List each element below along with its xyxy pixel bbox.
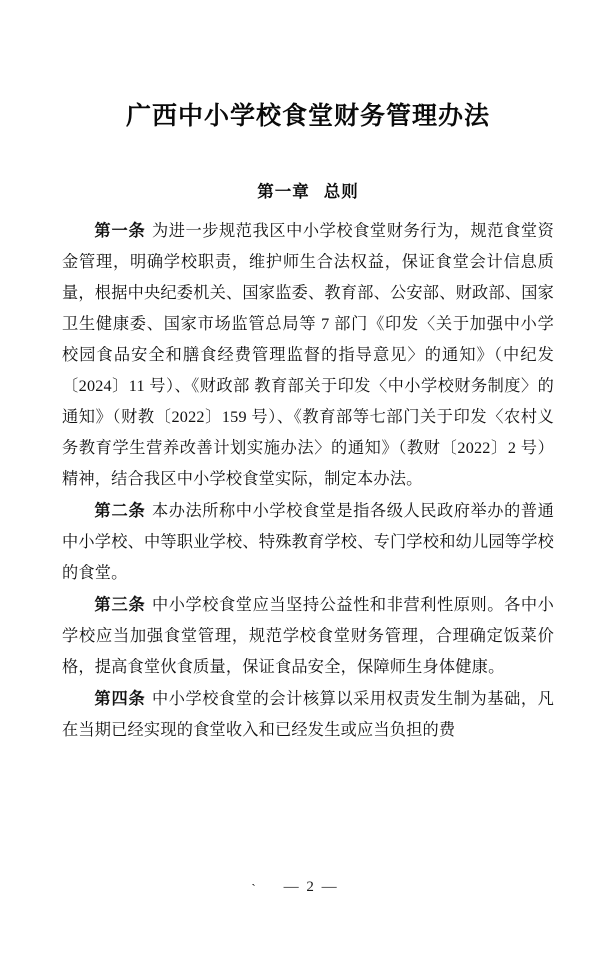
article-paragraph <box>62 590 554 683</box>
article-text: 中小学校食堂应当坚持公益性和非营利性原则。各中小学校应当加强食堂管理，规范学校食堂财务管理，合理确定饭菜价格，提高食堂伙食质量，保证食品安全，保障师生身体健康。 <box>62 596 554 676</box>
article-text: 中小学校食堂的会计核算以采用权责发生制为基础，凡在当期已经实现的食堂收入和已经发生或应当负担的费 <box>62 690 554 739</box>
page-mark: ` <box>251 881 258 896</box>
page-title: 广西中小学校食堂财务管理办法 <box>125 103 490 130</box>
article-lead: 第三条 <box>94 596 146 614</box>
document-page <box>0 96 616 962</box>
article-lead: 第二条 <box>94 502 146 520</box>
article-paragraph <box>62 496 554 589</box>
article-paragraph <box>62 216 554 495</box>
page-number-text: — 2 — <box>283 879 339 895</box>
article-lead: 第四条 <box>94 690 146 708</box>
chapter-heading <box>62 178 554 202</box>
chapter-label: 第一章 <box>257 182 310 201</box>
page-number <box>0 879 616 896</box>
chapter-name: 总则 <box>323 182 359 201</box>
article-paragraph <box>62 684 554 746</box>
article-text: 为进一步规范我区中小学校食堂财务行为，规范食堂资金管理，明确学校职责，维护师生合法权益，保证食堂会计信息质量，根据中央纪委机关、国家监委、教育部、公安部、财政部、国家卫生健康委、国家市场监管总局等 7 部门《印发〈关于加强中小学校园食品安全和膳食经费管理监督的指导意见〉的通知》（中纪发〔2024〕11 号）、《财政部 教育部关于印发〈中小学校财务制度〉的通知》（财教〔2022〕159 号）、《教育部等七部门关于印发〈农村义务教育学生营养改善计划实施办法〉的通知》（教财〔2022〕2 号）精神，结合我区中小学校食堂实际，制定本办法。 <box>62 222 554 488</box>
article-text: 本办法所称中小学校食堂是指各级人民政府举办的普通中小学校、中等职业学校、特殊教育学校、专门学校和幼儿园等学校的食堂。 <box>62 502 554 582</box>
article-lead: 第一条 <box>94 222 146 240</box>
